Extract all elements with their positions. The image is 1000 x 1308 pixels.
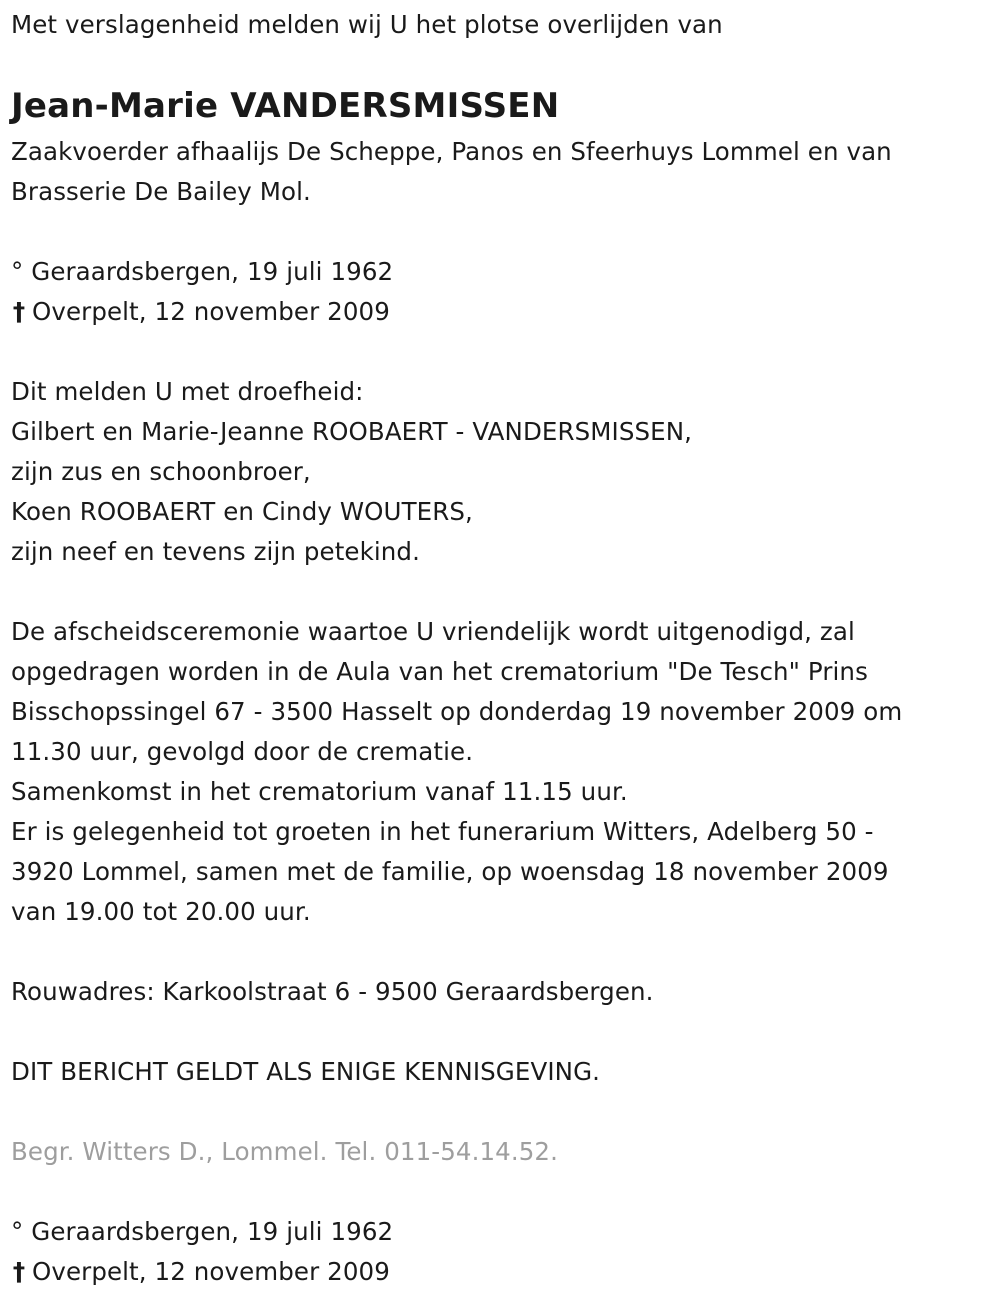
footer-birth-line: ° Geraardsbergen, 19 juli 1962: [11, 1217, 394, 1246]
ceremony-line: 3920 Lommel, samen met de familie, op woensdag 18 november 2009: [11, 857, 889, 886]
family-line: Koen ROOBAERT en Cindy WOUTERS,: [11, 497, 473, 526]
mourning-address: Rouwadres: Karkoolstraat 6 - 9500 Geraardsbergen.: [11, 977, 654, 1006]
footer-death-text: Overpelt, 12 november 2009: [32, 1257, 390, 1286]
ceremony-line: opgedragen worden in de Aula van het crematorium "De Tesch" Prins: [11, 657, 868, 686]
ceremony-line: 11.30 uur, gevolgd door de crematie.: [11, 737, 474, 766]
occupation-line: Brasserie De Bailey Mol.: [11, 177, 311, 206]
notice-text: DIT BERICHT GELDT ALS ENIGE KENNISGEVING.: [11, 1057, 601, 1086]
death-line: [11, 292, 986, 332]
deceased-name: Jean-Marie VANDERSMISSEN: [11, 86, 560, 126]
cross-icon: †: [12, 297, 26, 326]
life-dates: [11, 252, 986, 332]
ceremony-line: Samenkomst in het crematorium vanaf 11.15 uur.: [11, 777, 628, 806]
ceremony-line: van 19.00 tot 20.00 uur.: [11, 897, 311, 926]
family-line: Dit melden U met droefheid:: [11, 377, 364, 406]
ceremony-line: Er is gelegenheid tot groeten in het funerarium Witters, Adelberg 50 -: [11, 817, 874, 846]
cross-icon: †: [12, 1257, 26, 1286]
family-line: zijn neef en tevens zijn petekind.: [11, 537, 420, 566]
ceremony-block: [11, 612, 986, 932]
obituary-notice: [11, 0, 986, 1292]
family-block: [11, 372, 986, 572]
ceremony-line: De afscheidsceremonie waartoe U vriendelijk wordt uitgenodigd, zal: [11, 617, 855, 646]
ceremony-line: Bisschopssingel 67 - 3500 Hasselt op donderdag 19 november 2009 om: [11, 697, 903, 726]
birth-line: ° Geraardsbergen, 19 juli 1962: [11, 257, 394, 286]
family-line: Gilbert en Marie-Jeanne ROOBAERT - VANDERSMISSEN,: [11, 417, 693, 446]
death-text: Overpelt, 12 november 2009: [32, 297, 390, 326]
footer-life-dates: [11, 1212, 986, 1292]
occupation-line: Zaakvoerder afhaalijs De Scheppe, Panos en Sfeerhuys Lommel en van: [11, 137, 892, 166]
intro-text: Met verslagenheid melden wij U het plotse overlijden van: [11, 10, 723, 39]
occupation-block: [11, 132, 986, 212]
undertaker-info: Begr. Witters D., Lommel. Tel. 011-54.14.52.: [11, 1137, 559, 1166]
footer-death-line: [11, 1252, 986, 1292]
family-line: zijn zus en schoonbroer,: [11, 457, 311, 486]
